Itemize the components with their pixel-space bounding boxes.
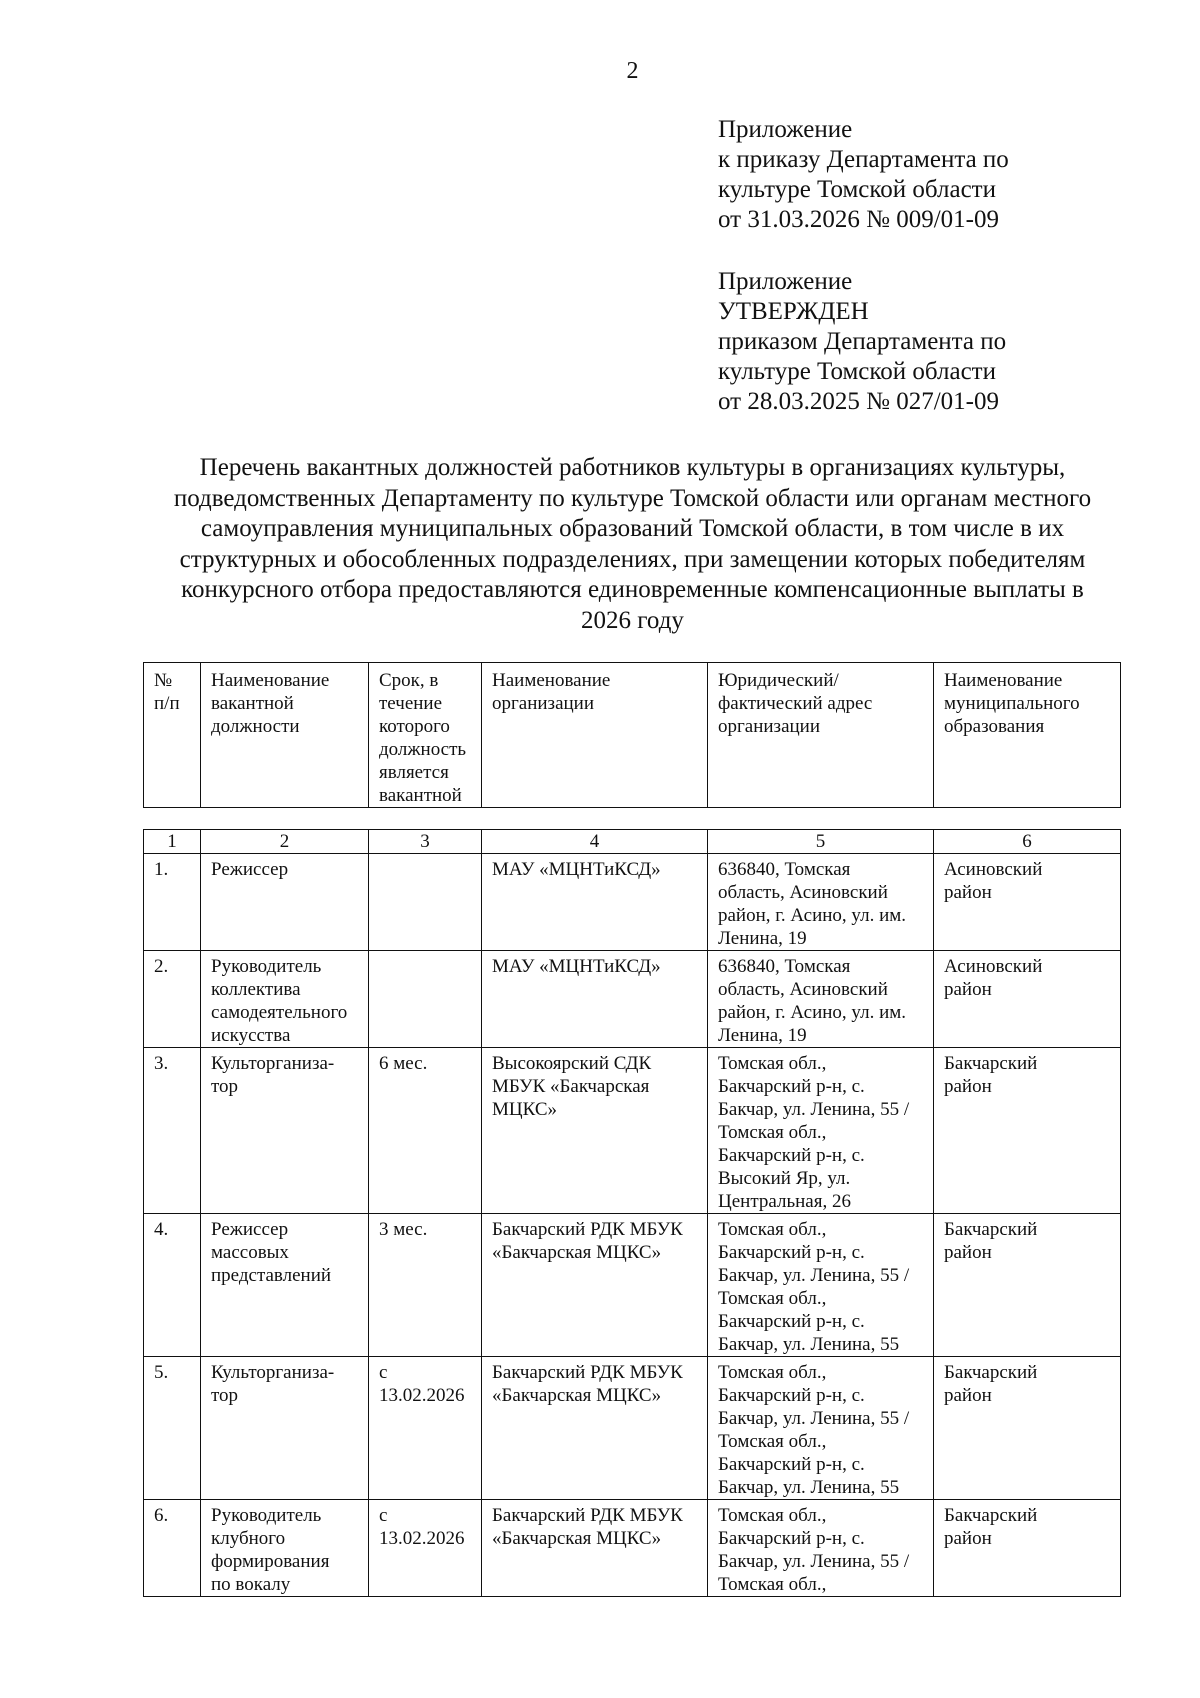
header-text: Срок, в [379,670,439,691]
cell-text: Томская обл., [718,1505,827,1526]
cell-text: с [379,1505,388,1526]
cell-text: 5. [154,1362,169,1383]
header-text: вакантной [211,693,294,714]
cell-text: формирования [211,1551,330,1572]
cell-text: Режиссер [211,1219,289,1240]
cell-text: Бакчарский [944,1362,1038,1383]
cell-text: Бакчарский РДК МБУК [492,1219,683,1240]
document-title [130,453,1135,636]
organization-cell [482,854,708,951]
row-number [144,1048,201,1214]
cell-text: МБУК «Бакчарская [492,1076,650,1097]
cell-text: Томская обл., [718,1362,827,1383]
cell-text: Бакчарский р-н, с. [718,1311,865,1332]
table-row [144,1048,1121,1214]
header-address [708,663,934,808]
cell-text: 1. [154,859,169,880]
address-cell [708,951,934,1048]
position-cell [201,1048,369,1214]
table-row [144,1214,1121,1357]
appendix-block-approved-order [718,267,1006,417]
table-row [144,1357,1121,1500]
table-row [144,854,1121,951]
cell-text: Бакчарский р-н, с. [718,1145,865,1166]
header-municipality [934,663,1121,808]
header-text: является [379,762,449,783]
header-row [144,663,1121,808]
row-number [144,1214,201,1357]
cell-text: 13.02.2026 [379,1385,465,1406]
organization-cell [482,1357,708,1500]
cell-text: район [944,1076,992,1097]
table-row [144,1500,1121,1597]
cell-text: Ленина, 19 [718,928,807,949]
term-cell [369,1214,482,1357]
cell-text: Культорганиза- [211,1053,335,1074]
cell-text: Бакчар, ул. Ленина, 55 / [718,1551,910,1572]
row-number [144,951,201,1048]
cell-text: район, г. Асино, ул. им. [718,1002,907,1023]
cell-text: 6 мес. [379,1053,428,1074]
address-cell [708,1500,934,1597]
cell-text: по вокалу [211,1574,291,1595]
cell-text: клубного [211,1528,286,1549]
cell-text: Бакчарский р-н, с. [718,1076,865,1097]
cell-text: Томская обл., [718,1288,827,1309]
table-row [144,951,1121,1048]
title-line: структурных и обособленных подразделениях, при замещении которых победителям [179,545,1086,573]
header-text: Наименование [492,670,611,691]
position-cell [201,1500,369,1597]
cell-text: район [944,979,992,1000]
organization-cell [482,951,708,1048]
header-text: № [154,670,173,691]
cell-text: Бакчарский РДК МБУК [492,1362,683,1383]
row-number [144,854,201,951]
cell-text: 6. [154,1505,169,1526]
cell-text: с [379,1362,388,1383]
title-line: конкурсного отбора предоставляются единовременные компенсационные выплаты в [181,576,1084,603]
address-cell [708,1357,934,1500]
column-number: 1 [144,830,201,854]
cell-text: 3 мес. [379,1219,428,1240]
appendix-block-current-order [718,115,1009,235]
header-number [144,663,201,808]
appendix-line: Приложение [718,116,853,143]
cell-text: «Бакчарская МЦКС» [492,1528,662,1549]
cell-text: тор [211,1385,239,1406]
cell-text: 4. [154,1219,169,1240]
cell-text: Режиссер [211,859,289,880]
cell-text: район [944,882,992,903]
cell-text: Высокоярский СДК [492,1053,652,1074]
cell-text: Бакчарский р-н, с. [718,1242,865,1263]
cell-text: Бакчарский р-н, с. [718,1385,865,1406]
organization-cell [482,1048,708,1214]
cell-text: Томская обл., [718,1574,827,1595]
appendix-line: к приказу Департамента по [718,146,1009,173]
position-cell [201,951,369,1048]
page-number: 2 [626,58,639,84]
cell-text: Томская обл., [718,1053,827,1074]
header-position [201,663,369,808]
header-text: организации [718,716,821,737]
term-cell [369,951,482,1048]
municipality-cell [934,1357,1121,1500]
appendix-line: культуре Томской области [718,176,996,203]
term-cell [369,854,482,951]
municipality-cell [934,854,1121,951]
cell-text: «Бакчарская МЦКС» [492,1242,662,1263]
cell-text: район [944,1385,992,1406]
cell-text: район [944,1242,992,1263]
header-text: Наименование [211,670,330,691]
address-cell [708,1048,934,1214]
header-text: организации [492,693,595,714]
position-cell [201,1214,369,1357]
title-line: самоуправления муниципальных образований Томской области, в том числе в их [200,515,1065,542]
cell-text: Бакчарский [944,1053,1038,1074]
cell-text: 636840, Томская [718,859,851,880]
cell-text: Ленина, 19 [718,1025,807,1046]
column-number: 6 [934,830,1121,854]
cell-text: «Бакчарская МЦКС» [492,1385,662,1406]
cell-text: 2. [154,956,169,977]
header-text: Юридический/ [718,670,839,691]
title-line: подведомственных Департаменту по культуре Томской области или органам местного [173,484,1092,512]
vacancies-table [143,829,1121,1597]
cell-text: МАУ «МЦНТиКСД» [492,956,661,977]
cell-text: представлений [211,1265,332,1286]
column-number: 4 [482,830,708,854]
cell-text: массовых [211,1242,289,1263]
cell-text: Бакчар, ул. Ленина, 55 [718,1477,900,1498]
appendix-line: приказом Департамента по [718,328,1007,355]
header-text: Наименование [944,670,1063,691]
cell-text: Бакчарский РДК МБУК [492,1505,683,1526]
cell-text: 636840, Томская [718,956,851,977]
cell-text: Бакчар, ул. Ленина, 55 [718,1334,900,1355]
cell-text: Высокий Яр, ул. [718,1168,851,1189]
cell-text: коллектива [211,979,301,1000]
title-line: 2026 году [581,606,684,634]
address-cell [708,1214,934,1357]
cell-text: искусства [211,1025,291,1046]
column-number: 3 [369,830,482,854]
header-term [369,663,482,808]
column-number-row [144,830,1121,854]
term-cell [369,1048,482,1214]
cell-text: Бакчарский р-н, с. [718,1454,865,1475]
header-text: должности [211,716,300,737]
cell-text: Томская обл., [718,1431,827,1452]
table-header [143,662,1121,808]
cell-text: Томская обл., [718,1219,827,1240]
term-cell [369,1357,482,1500]
header-text: муниципального [944,693,1080,714]
cell-text: Бакчар, ул. Ленина, 55 / [718,1265,910,1286]
cell-text: Асиновский [944,859,1043,880]
position-cell [201,854,369,951]
cell-text: Центральная, 26 [718,1191,851,1212]
cell-text: МАУ «МЦНТиКСД» [492,859,661,880]
position-cell [201,1357,369,1500]
appendix-line: УТВЕРЖДЕН [718,298,869,325]
header-text: должность [379,739,467,760]
header-text: течение [379,693,443,714]
cell-text: Бакчарский р-н, с. [718,1528,865,1549]
municipality-cell [934,1500,1121,1597]
cell-text: тор [211,1076,239,1097]
cell-text: район, г. Асино, ул. им. [718,905,907,926]
municipality-cell [934,1214,1121,1357]
appendix-line: Приложение [718,268,853,295]
appendix-line: от 28.03.2025 № 027/01-09 [718,388,999,415]
title-line: Перечень вакантных должностей работников культуры в организациях культуры, [199,454,1066,481]
header-text: которого [379,716,450,737]
cell-text: Руководитель [211,956,322,977]
cell-text: Бакчарский [944,1505,1038,1526]
cell-text: район [944,1528,992,1549]
cell-text: 13.02.2026 [379,1528,465,1549]
municipality-cell [934,1048,1121,1214]
header-text: вакантной [379,785,462,806]
appendix-line: от 31.03.2026 № 009/01-09 [718,206,999,233]
cell-text: самодеятельного [211,1002,348,1023]
header-organization [482,663,708,808]
organization-cell [482,1500,708,1597]
header-text: п/п [154,693,180,714]
term-cell [369,1500,482,1597]
cell-text: Бакчар, ул. Ленина, 55 / [718,1099,910,1120]
cell-text: Руководитель [211,1505,322,1526]
cell-text: Томская обл., [718,1122,827,1143]
header-text: фактический адрес [718,693,873,714]
municipality-cell [934,951,1121,1048]
cell-text: 3. [154,1053,169,1074]
cell-text: Культорганиза- [211,1362,335,1383]
address-cell [708,854,934,951]
cell-text: область, Асиновский [718,979,888,1000]
row-number [144,1500,201,1597]
organization-cell [482,1214,708,1357]
cell-text: МЦКС» [492,1099,557,1120]
row-number [144,1357,201,1500]
header-text: образования [944,716,1045,737]
cell-text: Асиновский [944,956,1043,977]
appendix-line: культуре Томской области [718,358,996,385]
cell-text: область, Асиновский [718,882,888,903]
cell-text: Бакчарский [944,1219,1038,1240]
column-number: 5 [708,830,934,854]
cell-text: Бакчар, ул. Ленина, 55 / [718,1408,910,1429]
column-number: 2 [201,830,369,854]
